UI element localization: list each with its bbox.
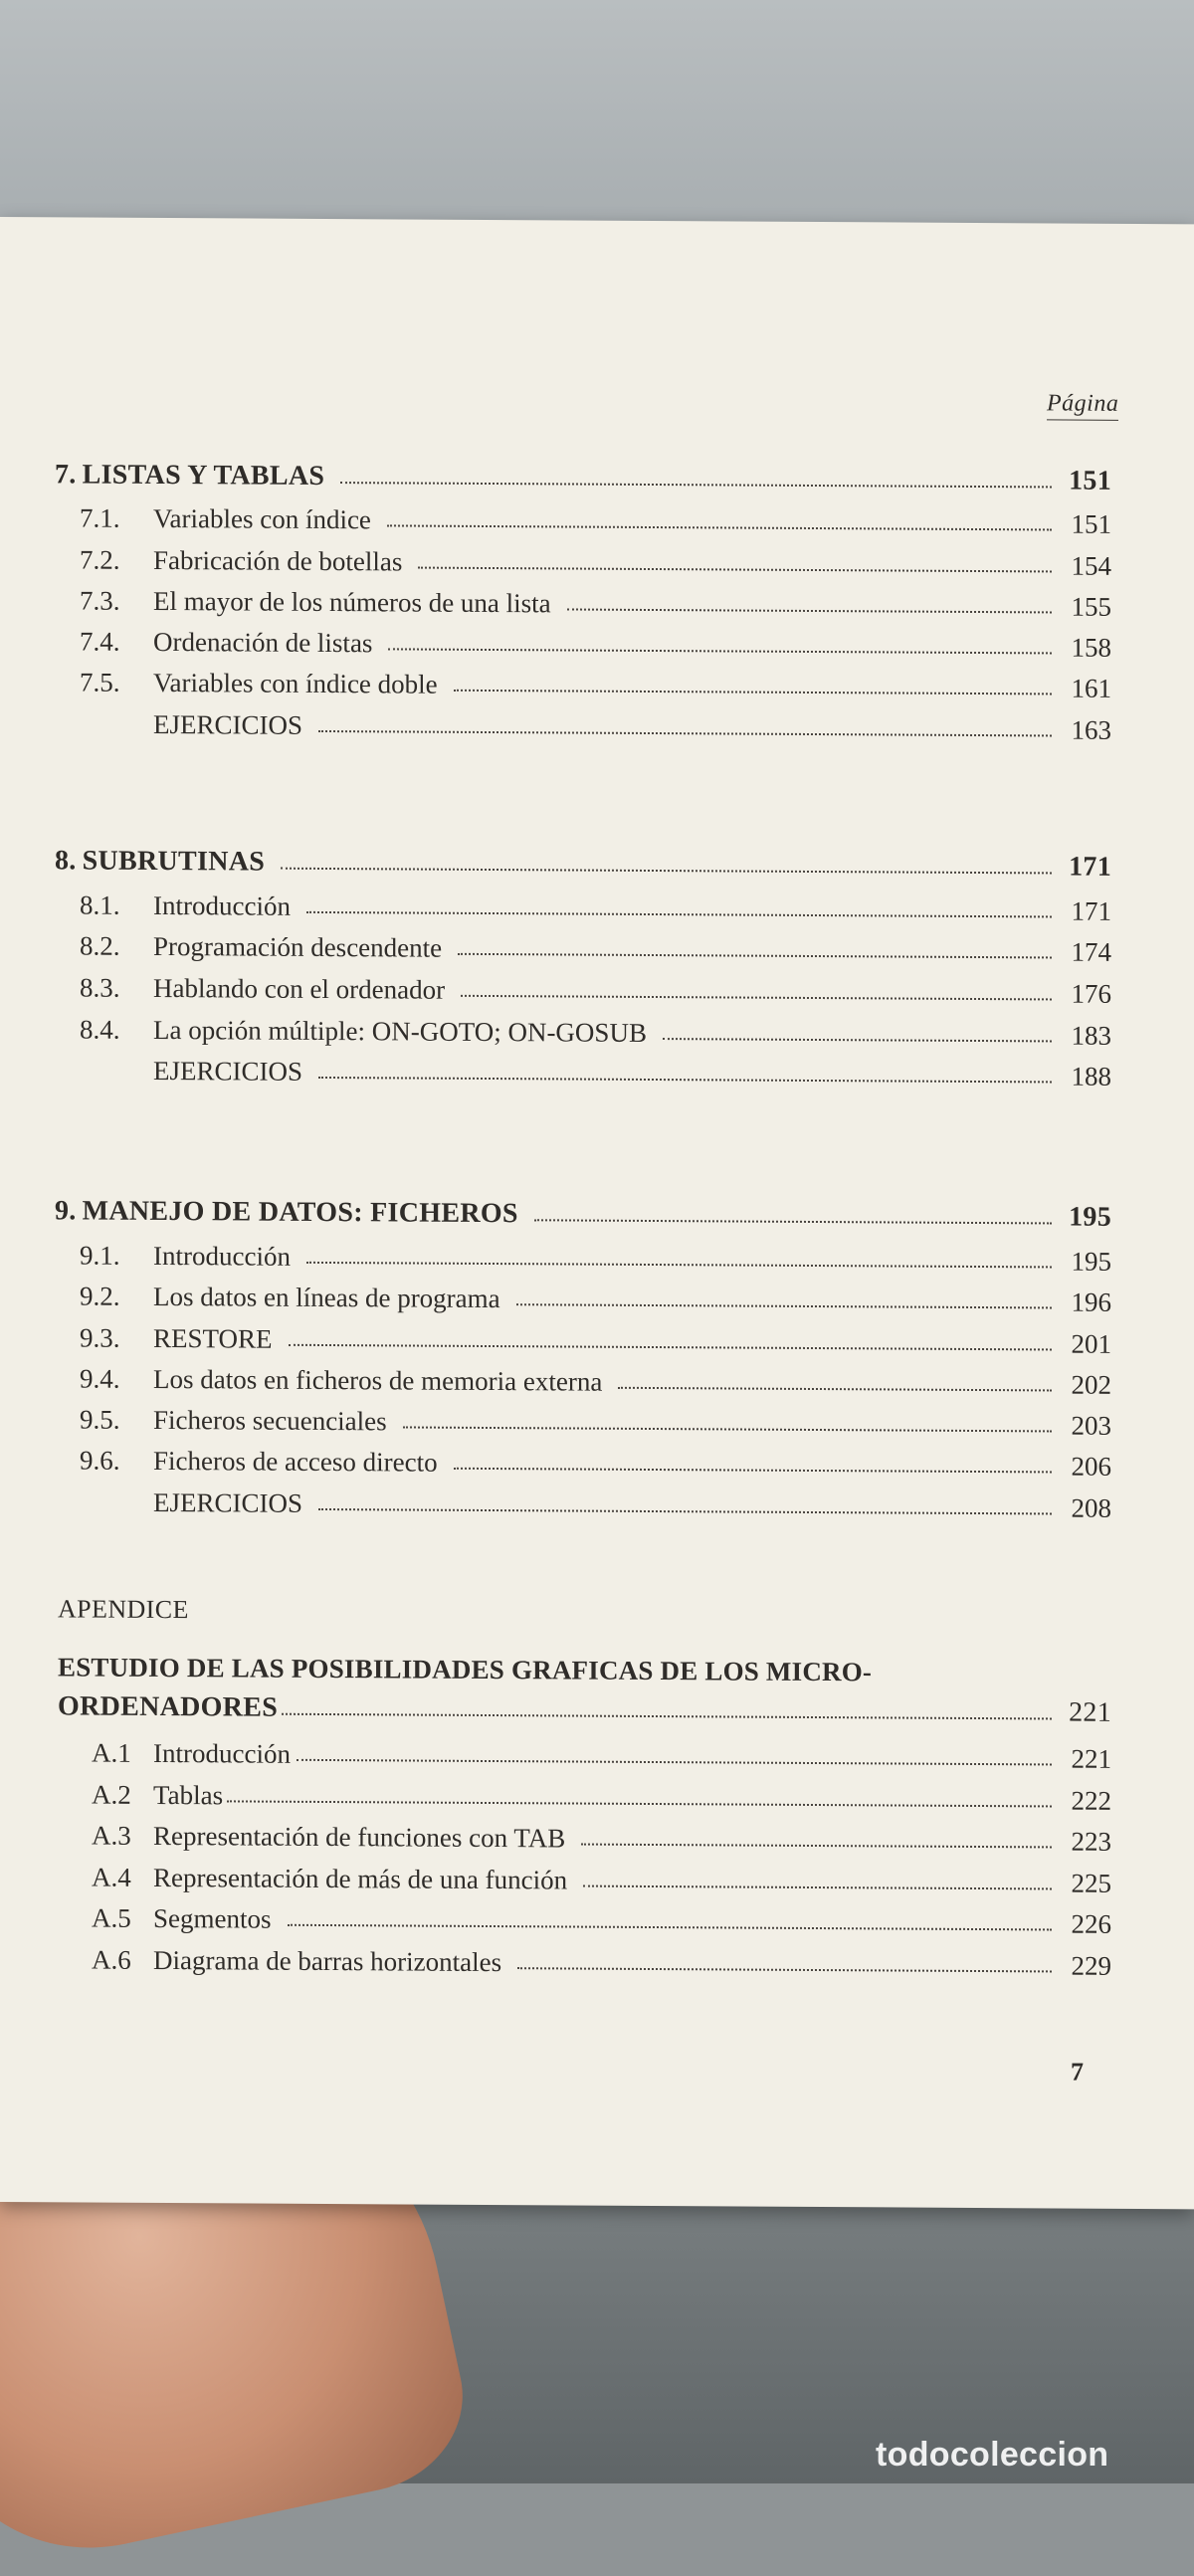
section-title: Ficheros secuenciales: [153, 1401, 387, 1440]
toc-section: [80, 1318, 1111, 1362]
dot-leader: [318, 1508, 1052, 1515]
section-number: 9.4.: [80, 1359, 143, 1397]
section-number: A.1: [92, 1734, 143, 1772]
dot-leader: [581, 1844, 1052, 1849]
section-number: 9.6.: [80, 1441, 143, 1479]
watermark-logo: todocoleccion: [876, 2436, 1108, 2475]
chapter-number: 8.: [55, 842, 77, 880]
section-title: Introducción: [153, 887, 291, 925]
toc-section: [80, 540, 1111, 584]
dot-leader: [227, 1800, 1052, 1807]
toc-section: [80, 622, 1111, 666]
toc-section: [92, 1859, 1111, 1902]
toc-section: [80, 1441, 1111, 1485]
dot-leader: [458, 953, 1052, 959]
toc-section: [80, 1400, 1111, 1444]
toc-appendix-title: [58, 1687, 1111, 1731]
dot-leader: [318, 730, 1052, 737]
section-page: 176: [1064, 975, 1111, 1013]
section-number: A.4: [92, 1859, 143, 1896]
page-column-header: Página: [1047, 390, 1118, 420]
section-page: 226: [1064, 1905, 1111, 1943]
toc-section: [92, 1734, 1111, 1778]
chapter-page: 151: [1064, 463, 1111, 500]
dot-leader: [454, 690, 1052, 695]
dot-leader: [306, 911, 1052, 918]
dot-leader: [516, 1303, 1052, 1308]
background-top: [0, 0, 1194, 239]
section-title: Diagrama de barras horizontales: [153, 1941, 501, 1981]
toc-section: [92, 1776, 1111, 1820]
dot-leader: [418, 567, 1052, 573]
section-number: 7.4.: [80, 622, 143, 660]
section-title: EJERCICIOS: [153, 705, 302, 744]
dot-leader: [403, 1426, 1052, 1432]
section-number: 9.2.: [80, 1277, 143, 1314]
toc-chapter: [55, 1192, 1111, 1236]
section-number: A.6: [92, 1941, 143, 1979]
section-page: 225: [1064, 1865, 1111, 1902]
toc-section: [80, 581, 1111, 625]
appendix-label: APENDICE: [58, 1594, 189, 1625]
section-page: 223: [1064, 1823, 1111, 1861]
section-number: A.2: [92, 1776, 143, 1814]
section-title: EJERCICIOS: [153, 1484, 302, 1522]
toc-section: [80, 1359, 1111, 1403]
section-page: 158: [1064, 629, 1111, 667]
section-title: Fabricación de botellas: [153, 541, 402, 581]
section-title: Los datos en líneas de programa: [153, 1278, 500, 1317]
section-number: 7.2.: [80, 540, 143, 578]
toc-section: [80, 1236, 1111, 1280]
dot-leader: [288, 1924, 1053, 1931]
dot-leader: [387, 524, 1052, 530]
toc-section: [80, 1277, 1111, 1320]
section-page: 229: [1064, 1947, 1111, 1985]
toc-section: [80, 926, 1111, 970]
section-number: 8.3.: [80, 968, 143, 1006]
section-number: 8.4.: [80, 1010, 143, 1048]
toc-section: [92, 1899, 1111, 1943]
section-page: 196: [1064, 1284, 1111, 1321]
toc-section: [80, 886, 1111, 929]
section-page: 163: [1064, 711, 1111, 749]
section-page: 201: [1064, 1325, 1111, 1363]
toc-exercises: [80, 1483, 1111, 1526]
section-number: 8.1.: [80, 886, 143, 923]
section-page: 222: [1064, 1782, 1111, 1820]
book-page: [0, 217, 1194, 2209]
section-number: 9.5.: [80, 1400, 143, 1438]
section-title: Segmentos: [153, 1899, 272, 1938]
dot-leader: [583, 1885, 1052, 1890]
toc-section: [80, 663, 1111, 706]
chapter-page: 195: [1064, 1199, 1111, 1237]
section-page: 171: [1064, 892, 1111, 930]
toc-exercises: [80, 1051, 1111, 1094]
toc-section: [80, 968, 1111, 1012]
section-number: 9.3.: [80, 1318, 143, 1356]
section-page: 183: [1064, 1017, 1111, 1055]
toc-chapter: [55, 842, 1111, 886]
section-title: Tablas: [153, 1776, 223, 1814]
section-title: Los datos en ficheros de memoria externa: [153, 1360, 602, 1401]
section-title: Ordenación de listas: [153, 623, 372, 662]
toc-section: [92, 1941, 1111, 1985]
section-page: 154: [1064, 547, 1111, 585]
chapter-number: 9.: [55, 1192, 77, 1230]
section-title: La opción múltiple: ON-GOTO; ON-GOSUB: [153, 1011, 647, 1052]
dot-leader: [567, 608, 1052, 613]
chapter-number: 7.: [55, 456, 77, 494]
chapter-page: 171: [1064, 849, 1111, 887]
section-page: 208: [1064, 1489, 1111, 1527]
section-page: 161: [1064, 670, 1111, 707]
section-title: Variables con índice: [153, 499, 371, 538]
chapter-title: LISTAS Y TABLAS: [83, 457, 325, 495]
appendix-title-line2: ORDENADORES: [58, 1687, 278, 1726]
section-number: 7.1.: [80, 498, 143, 536]
section-page: 203: [1064, 1407, 1111, 1445]
section-title: Programación descendente: [153, 927, 442, 967]
section-title: EJERCICIOS: [153, 1052, 302, 1090]
toc-section: [80, 498, 1111, 542]
section-title: Variables con índice doble: [153, 664, 438, 703]
section-number: 8.2.: [80, 926, 143, 964]
dot-leader: [461, 995, 1052, 1001]
appendix-page: 221: [1064, 1694, 1111, 1732]
toc-section: [92, 1817, 1111, 1861]
section-page: 202: [1064, 1366, 1111, 1404]
chapter-title: MANEJO DE DATOS: FICHEROS: [83, 1193, 518, 1234]
section-title: El mayor de los números de una lista: [153, 582, 551, 622]
section-title: Representación de más de una función: [153, 1859, 567, 1899]
section-title: Introducción: [153, 1734, 291, 1773]
dot-leader: [318, 1077, 1052, 1084]
section-page: 174: [1064, 933, 1111, 971]
toc-exercises: [80, 704, 1111, 748]
dot-leader: [517, 1967, 1052, 1972]
section-title: Ficheros de acceso directo: [153, 1442, 438, 1482]
section-number: A.5: [92, 1899, 143, 1937]
section-title: Representación de funciones con TAB: [153, 1817, 565, 1858]
dot-leader: [618, 1387, 1052, 1392]
toc-section: [80, 1010, 1111, 1054]
section-number: A.3: [92, 1817, 143, 1855]
dot-leader: [297, 1759, 1052, 1766]
dot-leader: [454, 1468, 1052, 1474]
section-page: 221: [1064, 1740, 1111, 1778]
section-title: Introducción: [153, 1237, 291, 1276]
dot-leader: [340, 482, 1052, 488]
toc-chapter: [55, 456, 1111, 499]
section-page: 206: [1064, 1448, 1111, 1486]
dot-leader: [281, 868, 1052, 875]
appendix-title-line1: ESTUDIO DE LAS POSIBILIDADES GRAFICAS DE LOS MICRO-: [58, 1652, 872, 1687]
section-page: 151: [1064, 505, 1111, 543]
section-title: RESTORE: [153, 1319, 273, 1358]
dot-leader: [289, 1344, 1052, 1351]
section-page: 188: [1064, 1058, 1111, 1095]
dot-leader: [388, 648, 1052, 654]
section-page: 155: [1064, 588, 1111, 626]
chapter-title: SUBRUTINAS: [83, 843, 266, 882]
page-number: 7: [1071, 2058, 1084, 2087]
section-title: Hablando con el ordenador: [153, 969, 445, 1009]
dot-leader: [534, 1219, 1052, 1224]
section-number: 7.5.: [80, 663, 143, 700]
dot-leader: [282, 1713, 1052, 1720]
dot-leader: [663, 1038, 1052, 1042]
section-page: 195: [1064, 1243, 1111, 1281]
section-number: 7.3.: [80, 581, 143, 619]
section-number: 9.1.: [80, 1236, 143, 1274]
dot-leader: [306, 1262, 1052, 1269]
